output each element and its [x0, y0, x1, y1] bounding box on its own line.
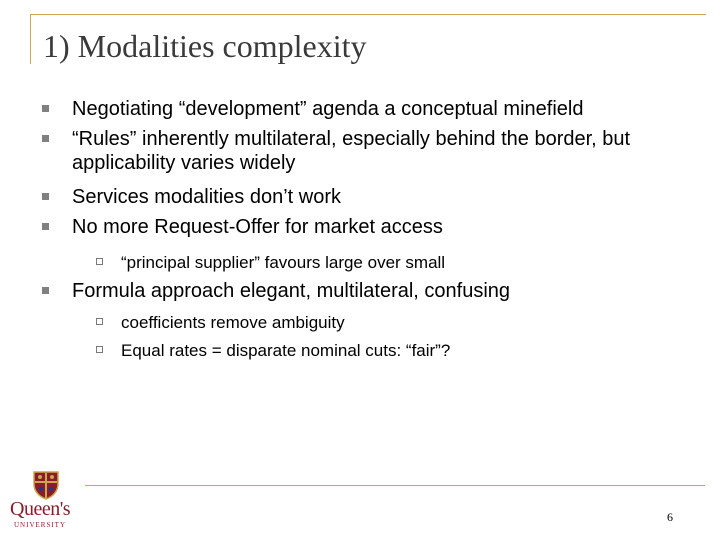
sub-bullet-text: coefficients remove ambiguity [121, 313, 345, 332]
logo-subtext: UNIVERSITY [14, 521, 66, 529]
square-bullet-icon [42, 193, 49, 200]
sub-bullet-text: Equal rates = disparate nominal cuts: “fair”? [121, 341, 451, 360]
crest-icon [32, 470, 60, 500]
slide-title: 1) Modalities complexity [43, 28, 367, 64]
bullet-text: Negotiating “development” agenda a conceptual minefield [72, 98, 584, 120]
hollow-square-bullet-icon [96, 346, 103, 353]
sub-bullet-text: “principal supplier” favours large over small [121, 253, 446, 272]
square-bullet-icon [42, 287, 49, 294]
square-bullet-icon [42, 223, 49, 230]
bullet-text: “Rules” inherently multilateral, especially behind the border, but applicability varies widely [72, 128, 631, 174]
hollow-square-bullet-icon [96, 258, 103, 265]
university-logo [10, 470, 90, 530]
bullet-text: No more Request-Offer for market access [72, 216, 443, 238]
bullet-text: Services modalities don’t work [72, 186, 341, 208]
hollow-square-bullet-icon [96, 318, 103, 325]
page-number: 6 [667, 510, 673, 524]
square-bullet-icon [42, 135, 49, 142]
logo-wordmark: Queen's [10, 498, 71, 520]
bullet-text: Formula approach elegant, multilateral, confusing [72, 280, 511, 302]
square-bullet-icon [42, 105, 49, 112]
